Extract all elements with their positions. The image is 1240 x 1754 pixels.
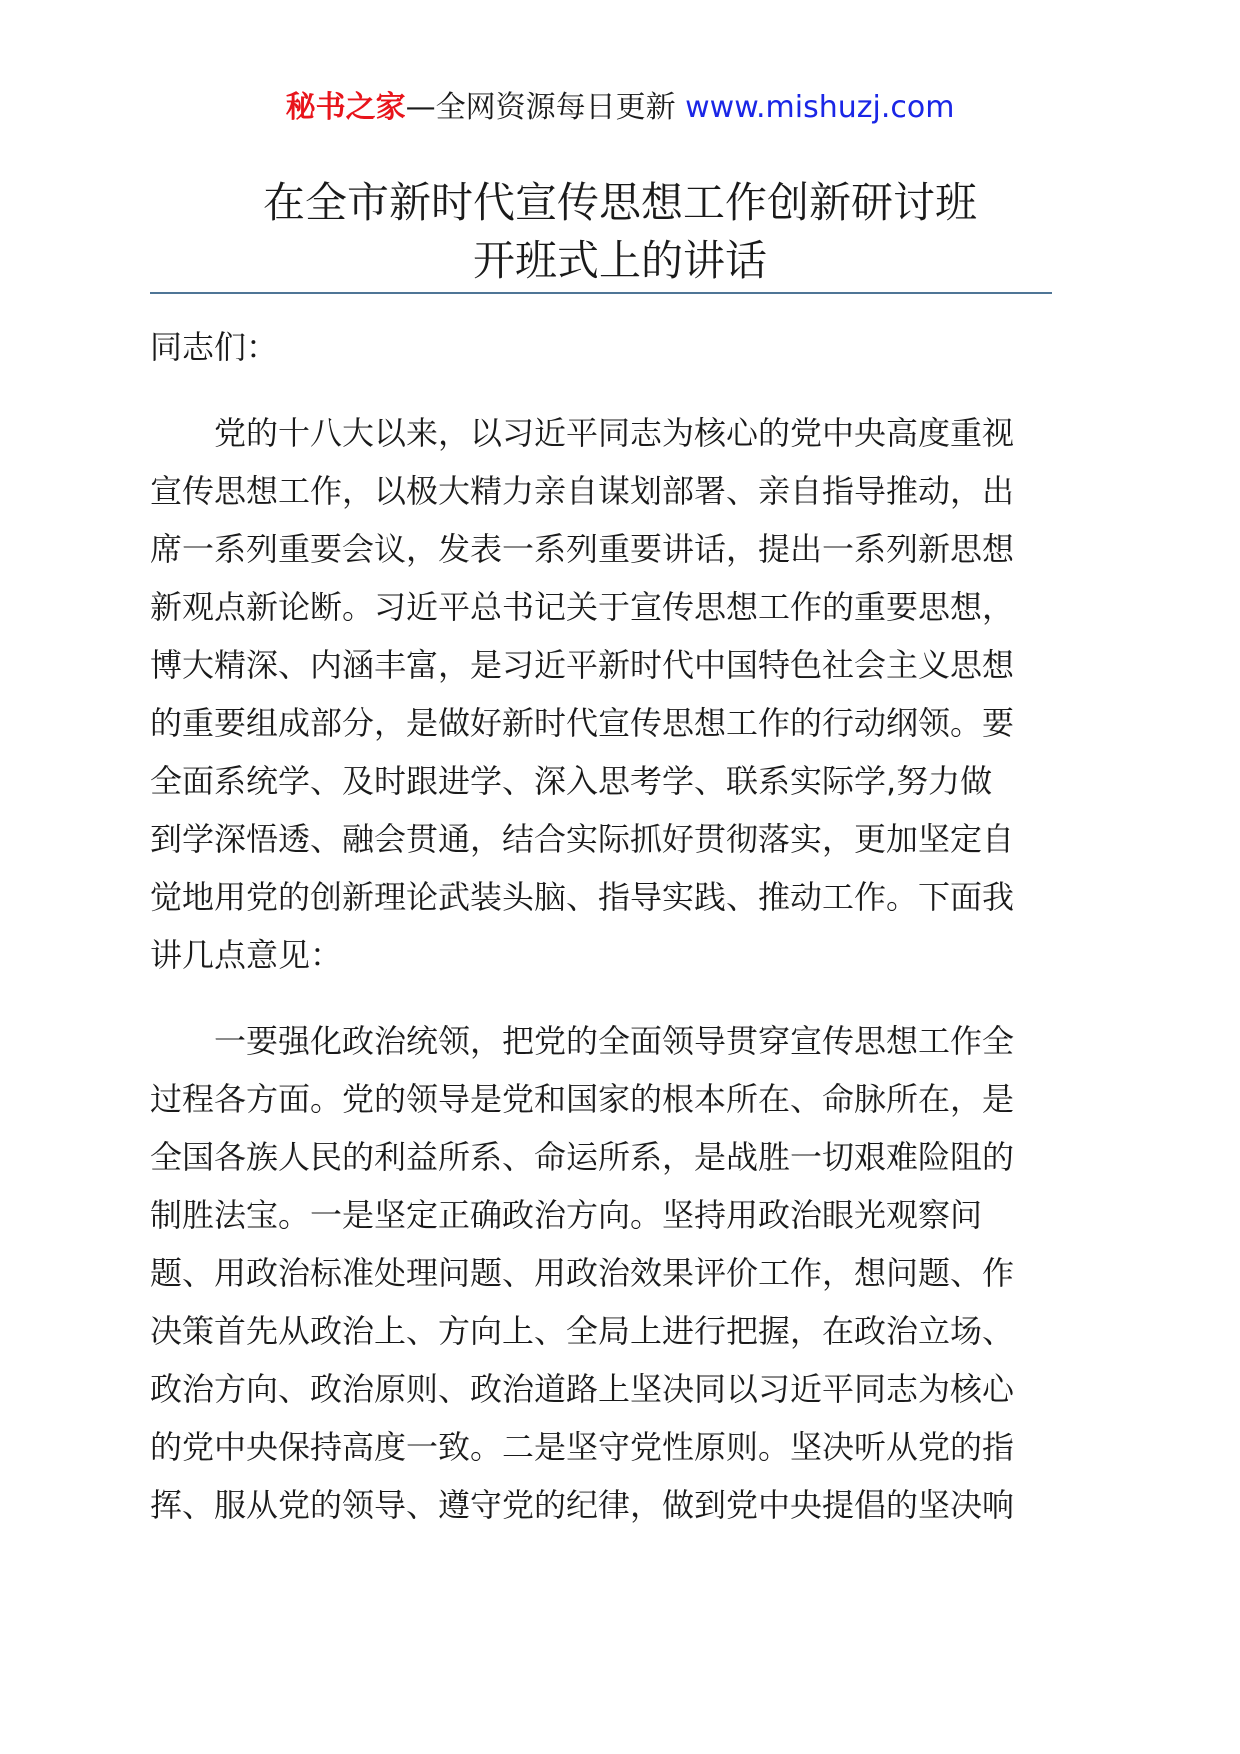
document-body bbox=[150, 318, 1052, 1562]
paragraph-line: 决策首先从政治上、方向上、全局上进行把握，在政治立场、 bbox=[150, 1312, 1015, 1350]
site-tagline: —全网资源每日更新 bbox=[405, 90, 686, 125]
paragraph-line: 过程各方面。党的领导是党和国家的根本所在、命脉所在，是 bbox=[150, 1080, 1015, 1118]
paragraph-1 bbox=[150, 404, 1052, 984]
paragraph-2 bbox=[150, 1012, 1052, 1534]
site-brand: 秘书之家 bbox=[285, 90, 406, 125]
site-header bbox=[0, 84, 1240, 132]
paragraph-line: 到学深悟透、融会贯通，结合实际抓好贯彻落实，更加坚定自 bbox=[150, 820, 1015, 858]
title-line-1: 在全市新时代宣传思想工作创新研讨班 bbox=[262, 178, 977, 227]
paragraph-line: 博大精深、内涵丰富，是习近平新时代中国特色社会主义思想 bbox=[150, 646, 1015, 684]
paragraph-line: 新观点新论断。习近平总书记关于宣传思想工作的重要思想， bbox=[150, 588, 1015, 626]
paragraph-line: 制胜法宝。一是坚定正确政治方向。坚持用政治眼光观察问 bbox=[150, 1196, 983, 1234]
paragraph-line: 党的十八大以来，以习近平同志为核心的党中央高度重视 bbox=[214, 414, 1015, 452]
paragraph-line: 题、用政治标准处理问题、用政治效果评价工作，想问题、作 bbox=[150, 1254, 1015, 1292]
paragraph-line: 觉地用党的创新理论武装头脑、指导实践、推动工作。下面我 bbox=[150, 878, 1015, 916]
paragraph-line: 全面系统学、及时跟进学、深入思考学、联系实际学,努力做 bbox=[150, 762, 993, 800]
paragraph-line: 一要强化政治统领，把党的全面领导贯穿宣传思想工作全 bbox=[214, 1022, 1015, 1060]
site-url-link[interactable]: www.mishuzj.com bbox=[685, 90, 955, 125]
paragraph-line: 政治方向、政治原则、政治道路上坚决同以习近平同志为核心 bbox=[150, 1370, 1015, 1408]
title-divider bbox=[150, 292, 1052, 294]
paragraph-line: 的重要组成部分，是做好新时代宣传思想工作的行动纲领。要 bbox=[150, 704, 1015, 742]
salutation: 同志们： bbox=[150, 328, 279, 366]
document-title bbox=[150, 174, 1090, 290]
paragraph-line: 席一系列重要会议，发表一系列重要讲话，提出一系列新思想 bbox=[150, 530, 1015, 568]
paragraph-line: 全国各族人民的利益所系、命运所系，是战胜一切艰难险阻的 bbox=[150, 1138, 1015, 1176]
paragraph-line: 的党中央保持高度一致。二是坚守党性原则。坚决听从党的指 bbox=[150, 1428, 1015, 1466]
title-line-2: 开班式上的讲话 bbox=[472, 236, 767, 285]
paragraph-line: 挥、服从党的领导、遵守党的纪律，做到党中央提倡的坚决响 bbox=[150, 1486, 1015, 1524]
paragraph-line: 宣传思想工作，以极大精力亲自谋划部署、亲自指导推动，出 bbox=[150, 472, 1015, 510]
paragraph-line: 讲几点意见： bbox=[150, 936, 343, 974]
